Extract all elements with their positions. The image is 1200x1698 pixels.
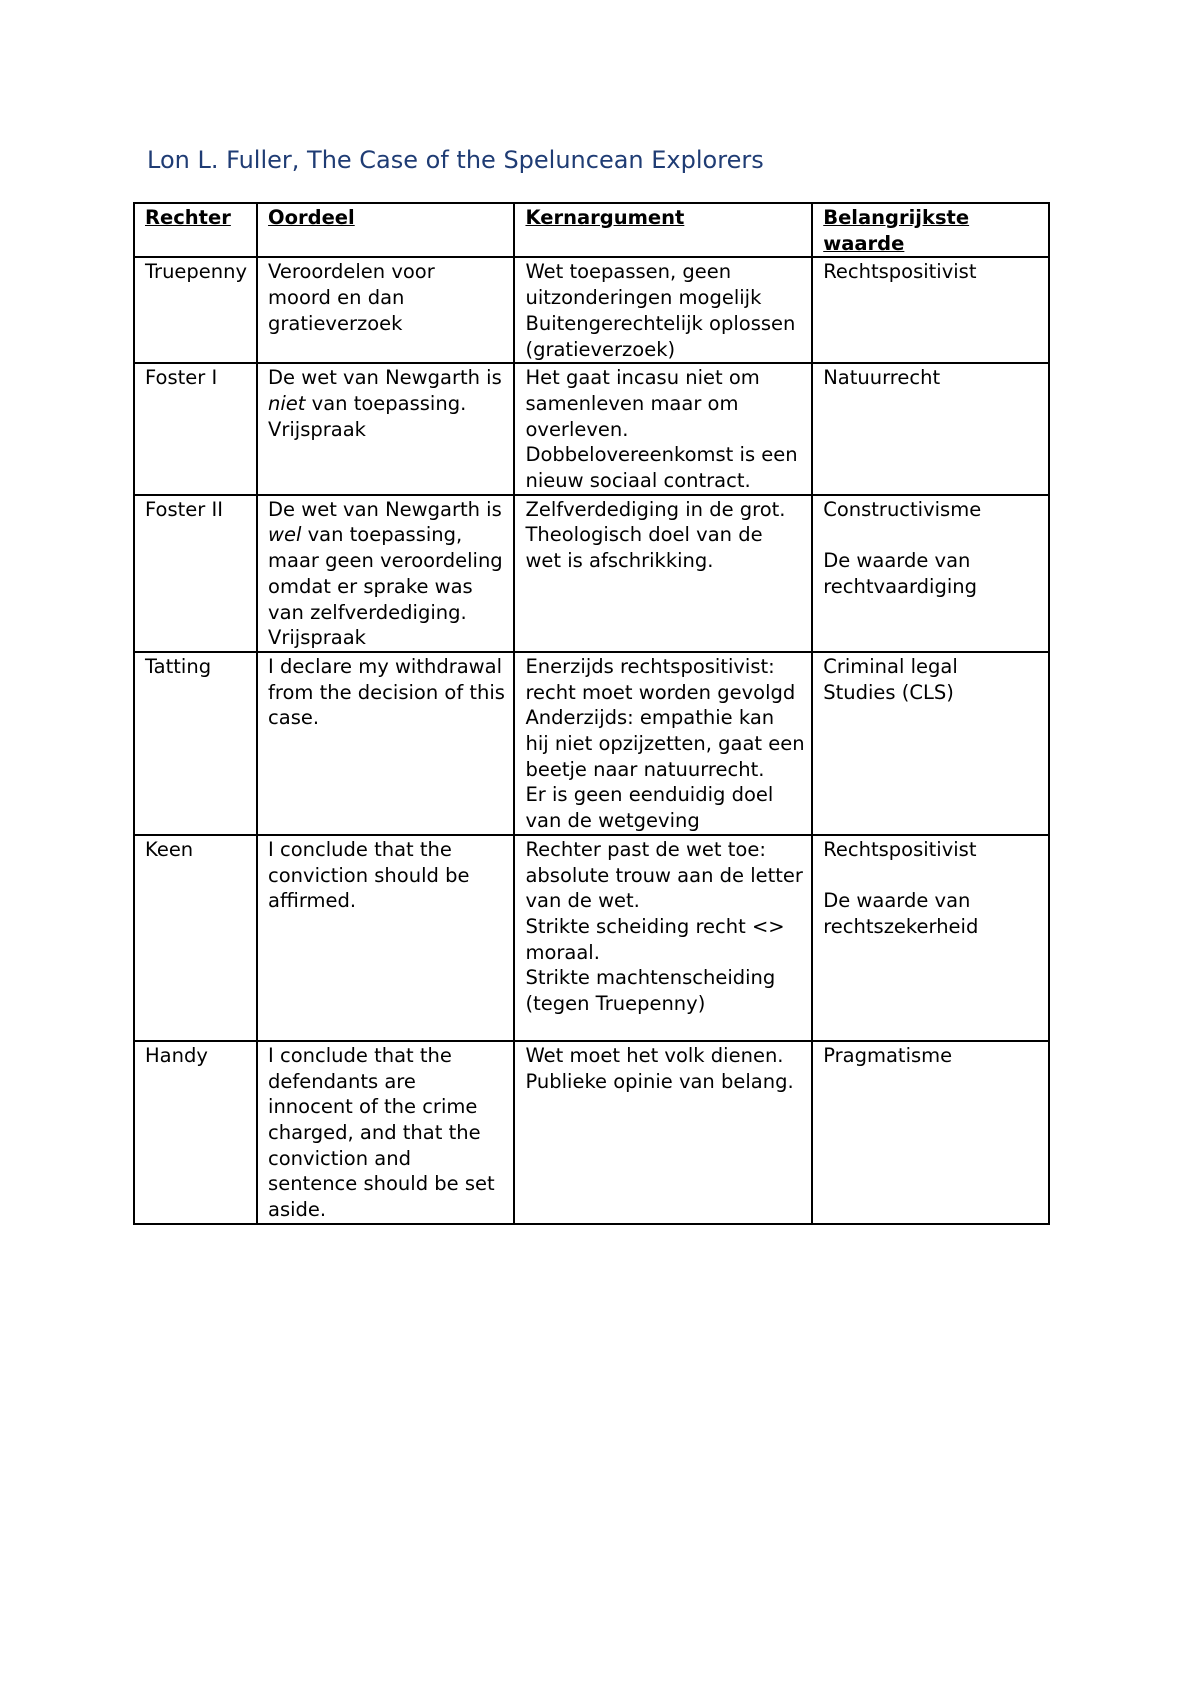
- cell-waarde: Constructivisme De waarde van rechtvaardiging: [812, 495, 1049, 652]
- cell-oordeel: De wet van Newgarth is niet van toepassing. Vrijspraak: [257, 363, 514, 495]
- cell-rechter: Truepenny: [134, 257, 257, 363]
- cell-kernargument: Wet toepassen, geen uitzonderingen mogelijk Buitengerechtelijk oplossen (gratieverzoek): [514, 257, 812, 363]
- table-row: [134, 257, 1049, 363]
- cell-waarde: Rechtspositivist: [812, 257, 1049, 363]
- cell-oordeel: De wet van Newgarth is wel van toepassing, maar geen veroordeling omdat er sprake was van zelfverdediging. Vrijspraak: [257, 495, 514, 652]
- judges-table: [133, 202, 1050, 1225]
- header-oordeel: Oordeel: [257, 203, 514, 257]
- header-kernargument: Kernargument: [514, 203, 812, 257]
- cell-oordeel: I conclude that the conviction should be affirmed.: [257, 835, 514, 1041]
- table-row: [134, 495, 1049, 652]
- cell-waarde: Criminal legal Studies (CLS): [812, 652, 1049, 835]
- cell-waarde: Rechtspositivist De waarde van rechtszekerheid: [812, 835, 1049, 1041]
- table-header-row: [134, 203, 1049, 257]
- cell-waarde: Pragmatisme: [812, 1041, 1049, 1224]
- cell-rechter: Foster I: [134, 363, 257, 495]
- header-waarde: Belangrijkste waarde: [812, 203, 1049, 257]
- cell-rechter: Foster II: [134, 495, 257, 652]
- cell-kernargument: Het gaat incasu niet om samenleven maar om overleven. Dobbelovereenkomst is een nieuw sociaal contract.: [514, 363, 812, 495]
- cell-oordeel: I declare my withdrawal from the decision of this case.: [257, 652, 514, 835]
- page-title: Lon L. Fuller, The Case of the Speluncean Explorers: [147, 146, 764, 174]
- cell-oordeel: Veroordelen voor moord en dan gratieverzoek: [257, 257, 514, 363]
- table-row: [134, 1041, 1049, 1224]
- table-row: [134, 835, 1049, 1041]
- cell-kernargument: Rechter past de wet toe: absolute trouw aan de letter van de wet. Strikte scheiding recht <> moraal. Strikte machtenscheiding (tegen Truepenny): [514, 835, 812, 1041]
- cell-rechter: Handy: [134, 1041, 257, 1224]
- cell-kernargument: Wet moet het volk dienen. Publieke opinie van belang.: [514, 1041, 812, 1224]
- cell-kernargument: Zelfverdediging in de grot. Theologisch doel van de wet is afschrikking.: [514, 495, 812, 652]
- table-row: [134, 363, 1049, 495]
- cell-kernargument: Enerzijds rechtspositivist: recht moet worden gevolgd Anderzijds: empathie kan hij niet opzijzetten, gaat een beetje naar natuurrecht. Er is geen eenduidig doel van de wetgeving: [514, 652, 812, 835]
- cell-rechter: Tatting: [134, 652, 257, 835]
- cell-rechter: Keen: [134, 835, 257, 1041]
- cell-oordeel: I conclude that the defendants are innocent of the crime charged, and that the conviction and sentence should be set aside.: [257, 1041, 514, 1224]
- table-row: [134, 652, 1049, 835]
- cell-waarde: Natuurrecht: [812, 363, 1049, 495]
- header-rechter: Rechter: [134, 203, 257, 257]
